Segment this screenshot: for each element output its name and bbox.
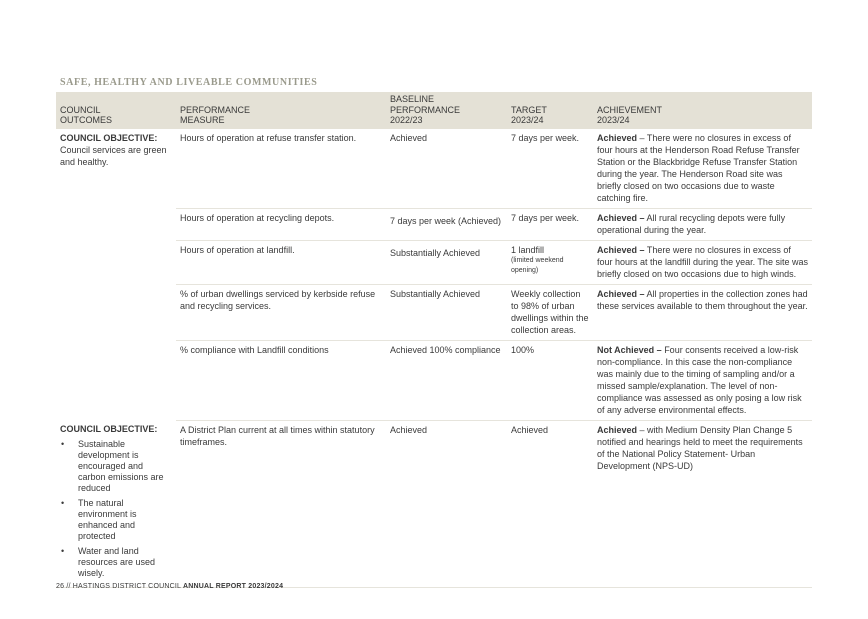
achievement-cell: Achieved – All properties in the collection zones had these services available to them throughout the year. [593,284,812,340]
objective-bullet-list [60,439,172,579]
measure-cell: Hours of operation at refuse transfer station. [176,129,386,209]
header-baseline: BASELINE PERFORMANCE 2022/23 [386,92,507,129]
objective-cell [56,420,176,588]
target-cell: 7 days per week. [507,129,593,209]
baseline-cell: Achieved 100% compliance [386,340,507,420]
measure-cell: Hours of operation at landfill. [176,240,386,284]
objective-text: Council services are green and healthy. [60,144,167,167]
header-performance-measure: PERFORMANCE MEASURE [176,92,386,129]
page-footer: 26 // HASTINGS DISTRICT COUNCIL ANNUAL REPORT 2023/2024 [56,583,284,590]
measure-cell: Hours of operation at recycling depots. [176,208,386,240]
baseline-cell: Achieved [386,129,507,209]
target-cell: 7 days per week. [507,208,593,240]
target-cell: 100% [507,340,593,420]
table-row [56,420,812,588]
baseline-cell: 7 days per week (Achieved) [386,208,507,240]
baseline-cell: Substantially Achieved [386,240,507,284]
measure-cell: A District Plan current at all times within statutory timeframes. [176,420,386,588]
achievement-cell: Achieved – with Medium Density Plan Change 5 notified and hearings held to meet the requirements of the National Policy Statement- Urban Development (NPS-UD) [593,420,812,588]
performance-table [56,92,812,588]
list-item: • Sustainable development is encouraged and carbon emissions are reduced [78,439,172,494]
header-council-outcomes: COUNCIL OUTCOMES [56,92,176,129]
target-cell: Weekly collection to 98% of urban dwellings within the collection areas. [507,284,593,340]
list-item: • Water and land resources are used wisely. [78,546,172,579]
baseline-cell: Achieved [386,420,507,588]
objective-title: COUNCIL OBJECTIVE: [60,424,158,434]
objective-title: COUNCIL OBJECTIVE: [60,132,158,143]
measure-cell: % of urban dwellings serviced by kerbside refuse and recycling services. [176,284,386,340]
achievement-cell: Not Achieved – Four consents received a low-risk non-compliance. In this case the non-compliance was mainly due to the timing of sampling and/or a missed sample/explanation. The level of non-compliance was assessed as only posing a low risk of any adverse environmental effects. [593,340,812,420]
table-header-row [56,92,812,129]
measure-cell: % compliance with Landfill conditions [176,340,386,420]
achievement-cell: Achieved – There were no closures in excess of four hours at the Henderson Road Refuse Transfer Station or the Blackbridge Refuse Transfer Station during the year. The Henderson Road site was briefly closed on two occasions due to waste catching fire. [593,129,812,209]
achievement-cell: Achieved – There were no closures in excess of four hours at the landfill during the year. The site was briefly closed on two occasions due to high winds. [593,240,812,284]
header-achievement: ACHIEVEMENT 2023/24 [593,92,812,129]
header-target: TARGET 2023/24 [507,92,593,129]
target-cell: 1 landfill (limited weekend opening) [507,240,593,284]
baseline-cell: Substantially Achieved [386,284,507,340]
achievement-cell: Achieved – All rural recycling depots were fully operational during the year. [593,208,812,240]
target-cell: Achieved [507,420,593,588]
list-item: • The natural environment is enhanced and protected [78,498,172,542]
section-title: SAFE, HEALTHY AND LIVEABLE COMMUNITIES [60,77,318,88]
table-row [56,129,812,209]
objective-cell [56,129,176,421]
